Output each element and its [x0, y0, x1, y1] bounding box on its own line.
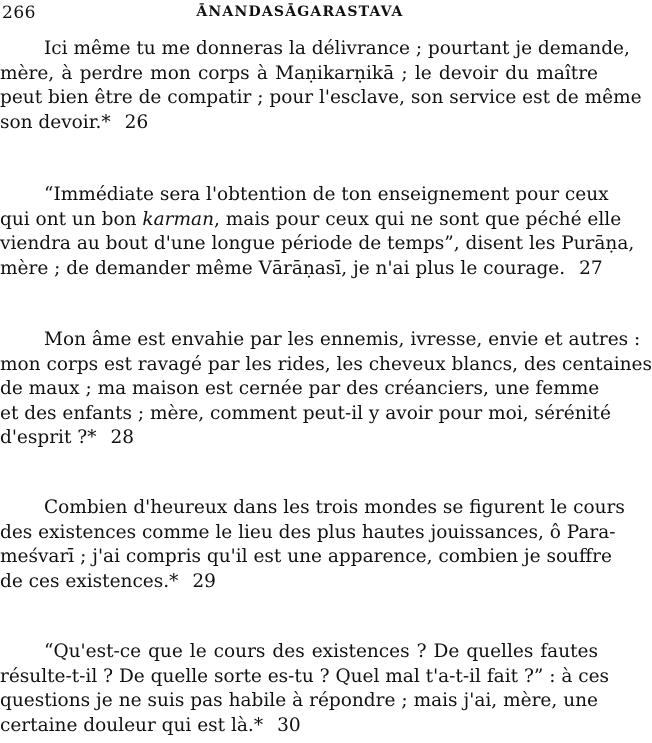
paragraph-last-line — [0, 426, 598, 451]
verse-number: 28 — [110, 427, 135, 448]
paragraph-line: mon corps est ravagé par les rides, les cheveux blancs, des centaines — [0, 353, 652, 375]
paragraph-line-text: mère ; de demander même Vārāṇasī, je n'ai plus le courage. — [0, 257, 566, 279]
paragraph-line: Mon âme est envahie par les ennemis, ivresse, envie et autres : — [44, 329, 641, 350]
paragraph-line: et des enfants ; mère, comment peut-il y avoir pour moi, sérénité — [0, 402, 611, 424]
paragraph-line-text: son devoir.* — [0, 111, 111, 133]
paragraph-line-text: de ces existences.* — [0, 570, 179, 592]
verse-number: 26 — [124, 111, 149, 133]
verse-paragraph-29 — [0, 496, 625, 594]
paragraph-last-line — [0, 714, 598, 739]
running-title: ĀNANDASĀGARASTAVA — [196, 4, 404, 20]
paragraph-last-line — [0, 257, 603, 282]
verse-paragraph-28 — [0, 328, 652, 451]
line-text-rest: , mais pour ceux qui ne sont que péché elle — [214, 208, 622, 230]
verse-number: 29 — [192, 570, 216, 592]
paragraph-line: de maux ; ma maison est cernée par des créanciers, une femme — [0, 378, 600, 399]
paragraph-line-text: certaine douleur qui est là.* — [0, 714, 264, 736]
paragraph-line: des existences comme le lieu des plus hautes jouissances, ô Para- — [0, 521, 616, 543]
paragraph-line: mère, à perdre mon corps à Maṇikarṇikā ; le devoir du maître — [0, 62, 598, 84]
paragraph-line: Ici même tu me donneras la délivrance ; pourtant je demande, — [44, 38, 630, 59]
paragraph-line: peut bien être de compatir ; pour l'esclave, son service est de même — [0, 87, 642, 108]
paragraph-line-with-italic — [0, 208, 622, 233]
page-number: 266 — [2, 3, 36, 23]
verse-paragraph-27 — [0, 183, 635, 281]
verse-paragraph-30 — [0, 640, 610, 738]
verse-paragraph-26 — [0, 37, 642, 135]
paragraph-last-line — [0, 570, 598, 595]
italic-term: karman — [142, 208, 214, 230]
paragraph-line: “Qu'est-ce que le cours des existences ? De quelles fautes — [44, 641, 598, 662]
page-header — [0, 0, 600, 28]
verse-number: 27 — [579, 257, 603, 279]
paragraph-line: “Immédiate sera l'obtention de ton enseignement pour ceux — [44, 184, 609, 205]
paragraph-line: Combien d'heureux dans les trois mondes se figurent le cours — [44, 497, 625, 518]
verse-number: 30 — [277, 714, 301, 736]
paragraph-line: questions je ne suis pas habile à répondre ; mais j'ai, mère, une — [0, 690, 598, 711]
paragraph-line: viendra au bout d'une longue période de temps”, disent les Purāṇa, — [0, 233, 635, 254]
paragraph-line-text: d'esprit ?* — [0, 427, 97, 448]
paragraph-line: résulte-t-il ? De quelle sorte es-tu ? Quel mal t'a-t-il fait ?” : à ces — [0, 665, 610, 687]
line-text-start: qui ont un bon — [0, 208, 143, 230]
paragraph-last-line — [0, 111, 598, 136]
paragraph-line: meśvarī ; j'ai compris qu'il est une apparence, combien je souffre — [0, 546, 612, 567]
